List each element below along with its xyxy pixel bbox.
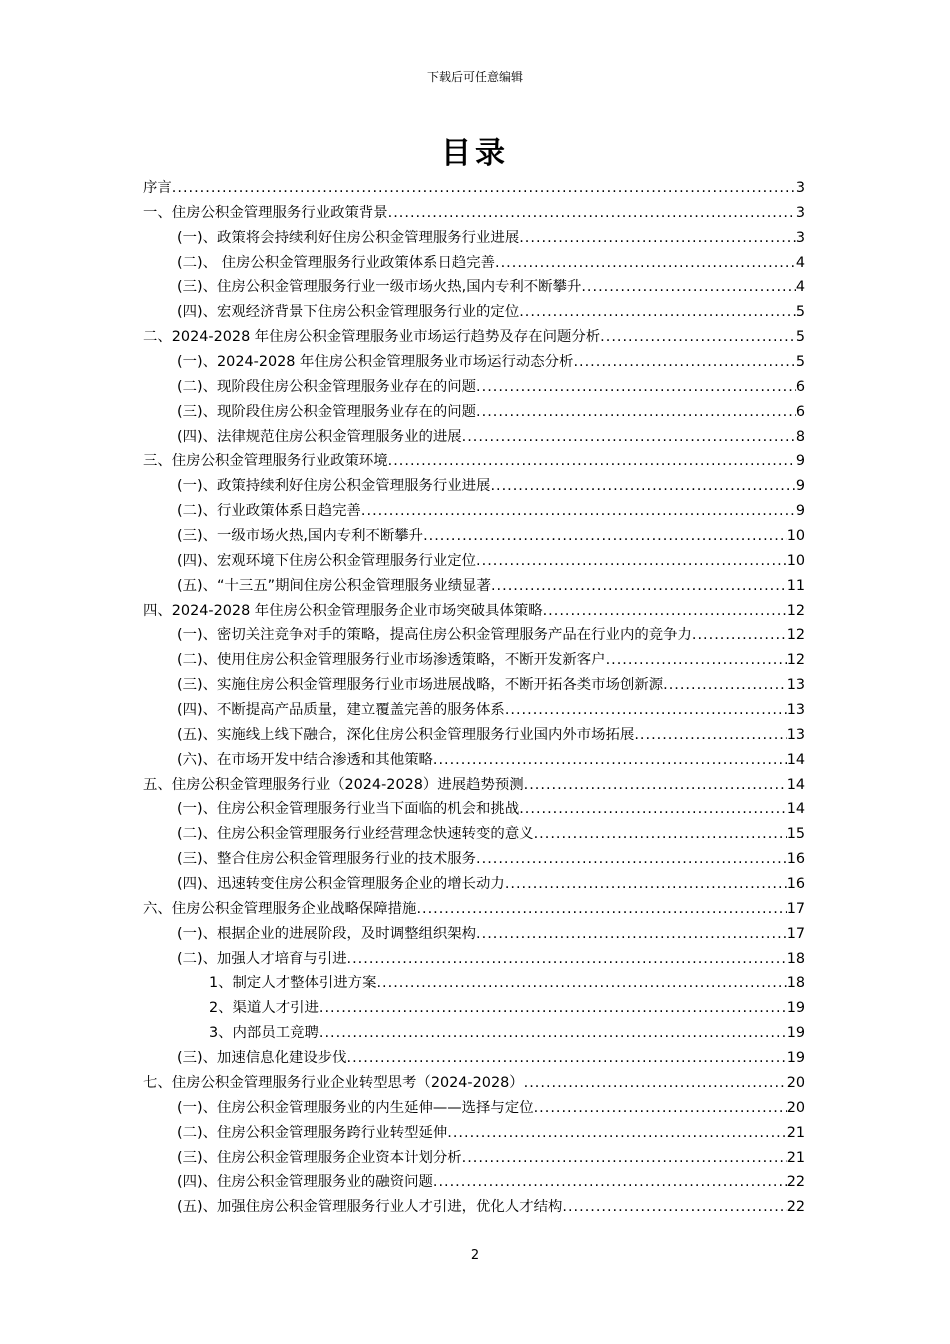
toc-entry-page: 5	[795, 304, 805, 321]
toc-entry-text: (二)、加强人才培育与引进	[177, 950, 347, 967]
toc-entry-text: 四、2024-2028 年住房公积金管理服务企业市场突破具体策略	[143, 602, 543, 619]
toc-entry-text: (三)、加速信息化建设步伐	[177, 1050, 347, 1067]
toc-entry-text: (三)、一级市场火热,国内专利不断攀升	[177, 528, 424, 545]
toc-entry-page: 8	[795, 428, 805, 445]
toc-entry-page: 13	[786, 702, 805, 719]
toc-entry-page: 19	[786, 1000, 805, 1017]
toc-dot-leader	[581, 275, 795, 300]
toc-dot-leader	[376, 971, 786, 996]
toc-entry-text: (三)、现阶段住房公积金管理服务业存在的问题	[177, 403, 477, 420]
toc-dot-leader	[490, 474, 795, 499]
toc-entry[interactable]	[143, 723, 805, 748]
toc-dot-leader	[505, 698, 787, 723]
toc-entry[interactable]	[143, 1146, 805, 1171]
toc-entry-text: (一)、住房公积金管理服务业的内生延伸——选择与定位	[177, 1099, 534, 1116]
header-note: 下载后可任意编辑	[426, 70, 523, 84]
toc-dot-leader	[524, 773, 787, 798]
toc-entry-page: 3	[795, 204, 805, 221]
toc-entry-text: (一)、根据企业的进展阶段，及时调整组织架构	[177, 925, 477, 942]
toc-entry-page: 17	[786, 925, 805, 942]
toc-entry-text: (五)、加强住房公积金管理服务行业人才引进，优化人才结构	[177, 1199, 563, 1216]
toc-entry[interactable]	[143, 623, 805, 648]
toc-dot-leader	[663, 673, 787, 698]
toc-entry-text: (一)、政策持续利好住房公积金管理服务行业进展	[177, 478, 491, 495]
toc-entry-page: 10	[786, 552, 805, 569]
toc-entry-text: (四)、迅速转变住房公积金管理服务企业的增长动力	[177, 876, 505, 893]
toc-entry-page: 9	[795, 478, 805, 495]
toc-entry-page: 5	[795, 354, 805, 370]
toc-entry[interactable]	[143, 773, 805, 798]
toc-entry[interactable]	[143, 300, 805, 325]
toc-dot-leader	[519, 300, 796, 325]
toc-entry[interactable]	[143, 599, 805, 624]
toc-entry-page: 9	[795, 453, 805, 470]
toc-entry[interactable]	[143, 201, 805, 226]
toc-entry-page: 4	[795, 254, 805, 271]
toc-entry[interactable]	[143, 922, 805, 947]
toc-entry-text: (二)、现阶段住房公积金管理服务业存在的问题	[177, 378, 477, 395]
toc-entry[interactable]	[143, 549, 805, 574]
toc-dot-leader	[495, 251, 796, 276]
toc-entry-page: 13	[786, 726, 805, 743]
toc-entry-text: 七、住房公积金管理服务行业企业转型思考（2024-2028）	[143, 1074, 524, 1091]
toc-dot-leader	[634, 723, 786, 748]
toc-dot-leader	[524, 1071, 787, 1096]
toc-entry[interactable]	[143, 673, 805, 698]
toc-dot-leader	[491, 574, 787, 599]
toc-entry[interactable]	[143, 996, 805, 1021]
toc-entry-text: (二)、 住房公积金管理服务行业政策体系日趋完善	[177, 254, 496, 271]
toc-entry-text: (一)、住房公积金管理服务行业当下面临的机会和挑战	[177, 801, 520, 818]
toc-entry[interactable]	[143, 325, 805, 350]
toc-dot-leader	[433, 1170, 787, 1195]
toc-entry[interactable]	[143, 1121, 805, 1146]
toc-dot-leader	[347, 1046, 787, 1071]
toc-entry-page: 20	[786, 1074, 805, 1091]
toc-entry-page: 14	[786, 801, 805, 818]
toc-entry[interactable]	[143, 972, 805, 997]
toc-entry-page: 9	[795, 503, 805, 520]
toc-entry-text: (三)、实施住房公积金管理服务行业市场进展战略，不断开拓各类市场创新源	[177, 677, 664, 694]
toc-entry-page: 19	[786, 1025, 805, 1042]
toc-dot-leader	[476, 847, 787, 872]
toc-entry-text: 一、住房公积金管理服务行业政策背景	[143, 204, 388, 221]
toc-dot-leader	[519, 797, 786, 822]
toc-entry[interactable]	[143, 822, 805, 847]
toc-entry-text: 五、住房公积金管理服务行业（2024-2028）进展趋势预测	[143, 776, 524, 793]
toc-entry[interactable]	[143, 176, 805, 201]
toc-entry[interactable]	[143, 698, 805, 723]
toc-entry-page: 18	[786, 950, 805, 967]
toc-entry-page: 12	[786, 652, 805, 669]
toc-entry-text: (二)、使用住房公积金管理服务行业市场渗透策略，不断开发新客户	[177, 652, 606, 669]
toc-entry-page: 12	[786, 627, 805, 644]
toc-dot-leader	[476, 375, 796, 400]
toc-entry[interactable]	[143, 648, 805, 673]
toc-dot-leader	[476, 400, 796, 425]
toc-dot-leader	[534, 822, 787, 847]
toc-entry[interactable]	[143, 400, 805, 425]
toc-dot-leader	[447, 1121, 786, 1146]
toc-dot-leader	[388, 201, 796, 226]
toc-entry[interactable]	[143, 350, 805, 375]
toc-entry-text: (三)、住房公积金管理服务企业资本计划分析	[177, 1149, 462, 1166]
toc-entry[interactable]	[143, 425, 805, 450]
toc-title: 目录	[441, 136, 509, 171]
toc-entry-page: 6	[795, 403, 805, 420]
toc-entry[interactable]	[143, 947, 805, 972]
toc-entry[interactable]	[143, 748, 805, 773]
toc-entry-text: (一)、2024-2028 年住房公积金管理服务业市场运行动态分析	[177, 354, 574, 370]
toc-entry-text: 六、住房公积金管理服务企业战略保障措施	[143, 900, 417, 917]
toc-entry-page: 20	[786, 1099, 805, 1116]
toc-dot-leader	[361, 499, 796, 524]
toc-entry-page: 11	[786, 577, 805, 594]
toc-dot-leader	[543, 599, 787, 624]
toc-entry[interactable]	[143, 574, 805, 599]
toc-entry[interactable]	[143, 449, 805, 474]
toc-entry-page: 3	[795, 179, 805, 196]
toc-dot-leader	[505, 872, 787, 897]
toc-entry-text: (三)、住房公积金管理服务行业一级市场火热,国内专利不断攀升	[177, 279, 582, 296]
table-of-contents	[143, 176, 805, 1220]
toc-entry[interactable]	[143, 474, 805, 499]
toc-entry[interactable]	[143, 226, 805, 251]
toc-entry[interactable]	[143, 275, 805, 300]
toc-entry-text: 2、渠道人才引进	[209, 1000, 319, 1017]
toc-entry-text: 二、2024-2028 年住房公积金管理服务业市场运行趋势及存在问题分析	[143, 329, 601, 346]
toc-entry-text: (四)、不断提高产品质量，建立覆盖完善的服务体系	[177, 702, 505, 719]
toc-entry-page: 19	[786, 1050, 805, 1067]
toc-entry-text: (五)、“十三五”期间住房公积金管理服务业绩显著	[177, 577, 491, 594]
toc-entry[interactable]	[143, 872, 805, 897]
toc-dot-leader	[519, 226, 796, 251]
toc-entry[interactable]	[143, 1195, 805, 1220]
toc-entry-text: 3、内部员工竞聘	[209, 1025, 319, 1042]
toc-dot-leader	[319, 1021, 787, 1046]
toc-entry-text: (三)、整合住房公积金管理服务行业的技术服务	[177, 851, 477, 868]
toc-dot-leader	[319, 996, 787, 1021]
toc-entry[interactable]	[143, 797, 805, 822]
toc-entry-page: 22	[786, 1199, 805, 1216]
toc-dot-leader	[433, 748, 787, 773]
toc-entry-page: 17	[786, 900, 805, 917]
toc-entry[interactable]	[143, 1021, 805, 1046]
toc-dot-leader	[606, 648, 787, 673]
toc-dot-leader	[476, 922, 787, 947]
toc-entry-page: 22	[786, 1174, 805, 1191]
toc-dot-leader	[388, 449, 796, 474]
toc-entry-text: (五)、实施线上线下融合，深化住房公积金管理服务行业国内外市场拓展	[177, 726, 635, 743]
toc-entry-page: 21	[786, 1149, 805, 1166]
toc-entry-page: 12	[786, 602, 805, 619]
toc-entry-page: 21	[786, 1124, 805, 1141]
toc-dot-leader	[462, 425, 796, 450]
toc-entry-text: (四)、住房公积金管理服务业的融资问题	[177, 1174, 433, 1191]
toc-entry-text: (四)、宏观环境下住房公积金管理服务行业定位	[177, 552, 477, 569]
toc-entry-page: 3	[795, 229, 805, 246]
toc-entry-page: 10	[786, 528, 805, 545]
toc-entry-text: (一)、密切关注竞争对手的策略，提高住房公积金管理服务产品在行业内的竞争力	[177, 627, 692, 644]
toc-dot-leader	[562, 1195, 786, 1220]
toc-dot-leader	[347, 947, 787, 972]
toc-dot-leader	[692, 623, 787, 648]
toc-entry-text: 三、住房公积金管理服务行业政策环境	[143, 453, 388, 470]
toc-entry-page: 16	[786, 876, 805, 893]
toc-dot-leader	[172, 176, 796, 201]
toc-entry[interactable]	[143, 1170, 805, 1195]
toc-entry[interactable]	[143, 1046, 805, 1071]
toc-entry[interactable]	[143, 499, 805, 524]
toc-dot-leader	[534, 1096, 787, 1121]
toc-entry-page: 14	[786, 776, 805, 793]
toc-dot-leader	[476, 549, 787, 574]
toc-entry[interactable]	[143, 524, 805, 549]
toc-entry-text: (四)、宏观经济背景下住房公积金管理服务行业的定位	[177, 304, 520, 321]
toc-entry-page: 16	[786, 851, 805, 868]
toc-entry-text: (二)、住房公积金管理服务跨行业转型延伸	[177, 1124, 448, 1141]
page-number: 2	[470, 1248, 480, 1263]
toc-entry-text: (一)、政策将会持续利好住房公积金管理服务行业进展	[177, 229, 520, 246]
toc-entry-page: 15	[786, 826, 805, 843]
toc-entry-page: 4	[795, 279, 805, 296]
toc-dot-leader	[600, 325, 796, 350]
toc-entry-text: (二)、行业政策体系日趋完善	[177, 503, 361, 520]
toc-entry-text: 1、制定人才整体引进方案	[209, 975, 377, 992]
toc-entry-text: (二)、住房公积金管理服务行业经营理念快速转变的意义	[177, 826, 534, 843]
toc-entry-text: 序言	[143, 179, 172, 196]
toc-entry[interactable]	[143, 897, 805, 922]
toc-entry[interactable]	[143, 1096, 805, 1121]
toc-entry-page: 6	[795, 378, 805, 395]
toc-dot-leader	[416, 897, 786, 922]
toc-dot-leader	[423, 524, 787, 549]
toc-entry-page: 13	[786, 677, 805, 694]
toc-dot-leader	[462, 1146, 787, 1171]
toc-entry[interactable]	[143, 847, 805, 872]
toc-entry[interactable]	[143, 1071, 805, 1096]
toc-dot-leader	[573, 350, 795, 375]
toc-entry-page: 14	[786, 751, 805, 768]
toc-entry-text: (四)、法律规范住房公积金管理服务业的进展	[177, 428, 462, 445]
toc-entry-page: 5	[795, 329, 805, 346]
toc-entry-page: 18	[786, 975, 805, 992]
toc-entry[interactable]	[143, 375, 805, 400]
toc-entry-text: (六)、在市场开发中结合渗透和其他策略	[177, 751, 433, 768]
toc-entry[interactable]	[143, 251, 805, 276]
